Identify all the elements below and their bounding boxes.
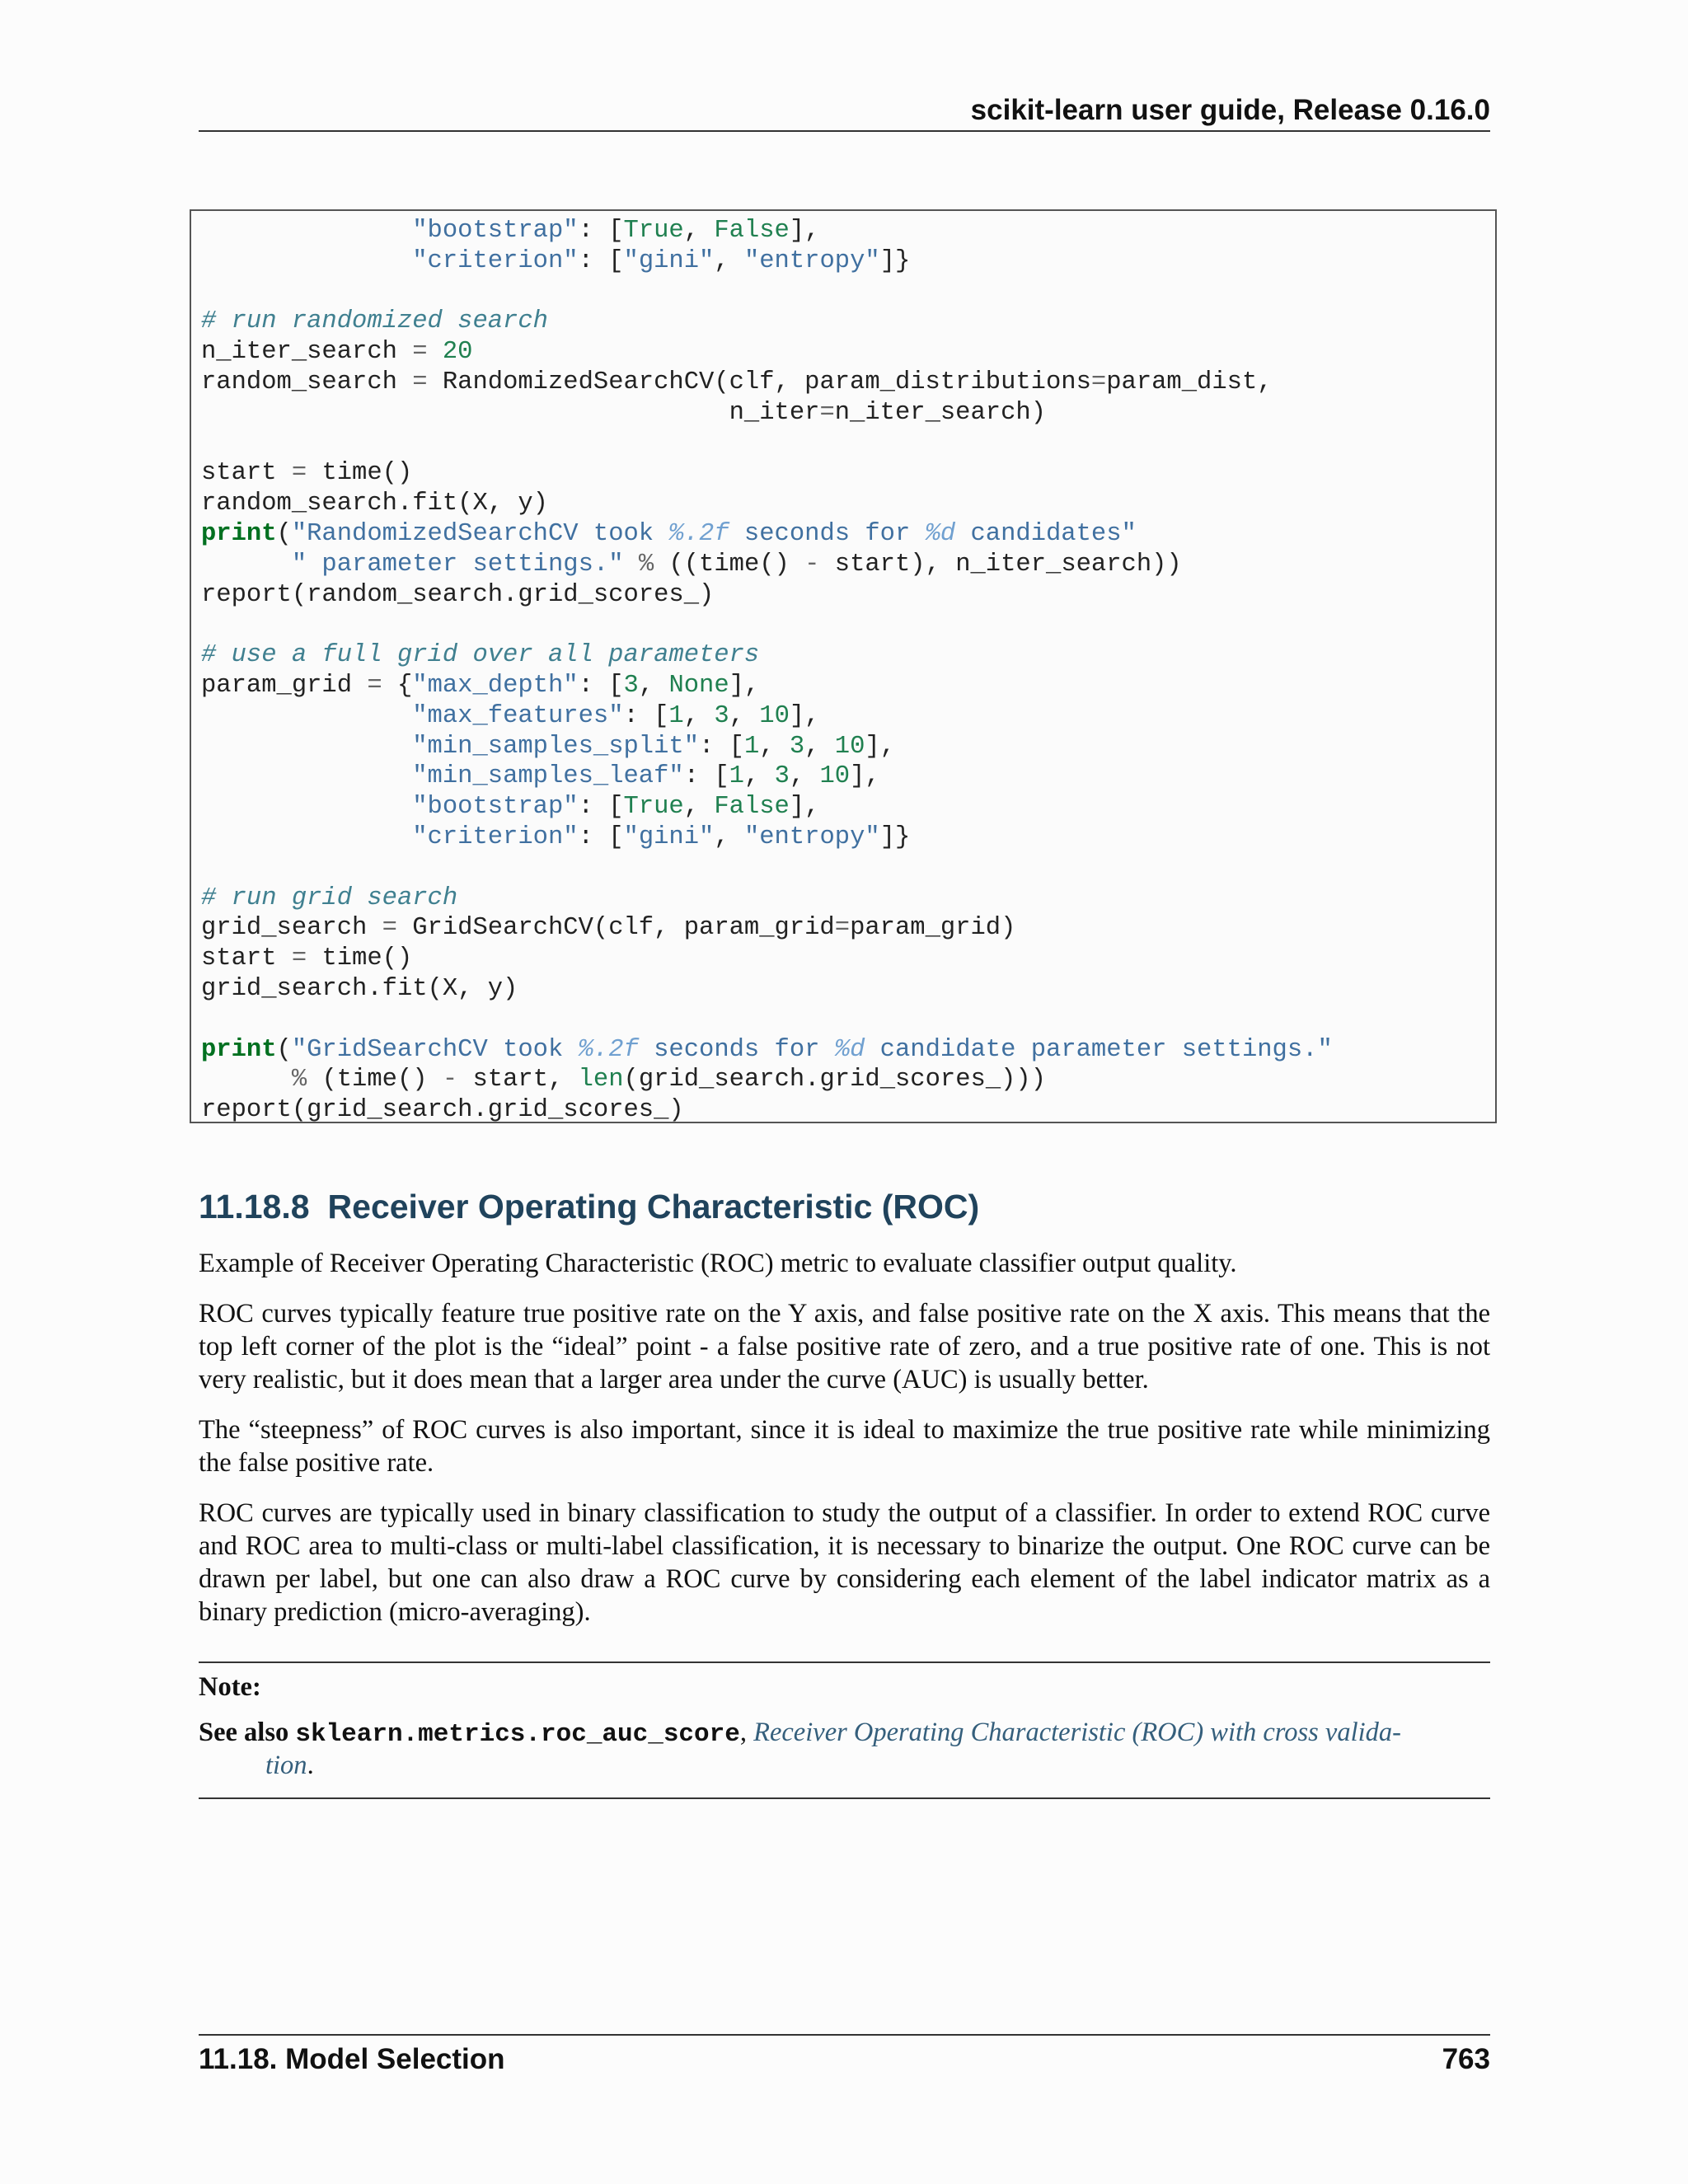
code-line: print("RandomizedSearchCV took %.2f seconds for %d candidates" bbox=[201, 519, 1137, 548]
note-bottom-rule bbox=[199, 1797, 1490, 1799]
code-line: "bootstrap": [True, False], bbox=[412, 217, 820, 245]
running-header: scikit-learn user guide, Release 0.16.0 bbox=[970, 94, 1490, 126]
section-number: 11.18.8 bbox=[199, 1188, 310, 1226]
code-line: # run grid search bbox=[201, 883, 458, 912]
header-rule bbox=[199, 130, 1490, 132]
see-also-comma: , bbox=[739, 1718, 747, 1747]
code-line: "min_samples_split": [1, 3, 10], bbox=[412, 732, 895, 761]
paragraph-multiclass: ROC curves are typically used in binary classification to study the output of a classifier. In order to extend ROC curve and ROC area to multi-class or multi-label classification, it is necessary to binarize the output. One ROC curve can be drawn per label, but one can also draw a ROC curve by considering each element of the label indicator matrix as a binary prediction (micro-averaging). bbox=[199, 1498, 1490, 1627]
page-number: 763 bbox=[1442, 2043, 1490, 2075]
code-line: n_iter_search = 20 bbox=[201, 338, 473, 367]
code-listing bbox=[201, 216, 1333, 1126]
see-also-label: See also bbox=[199, 1718, 289, 1747]
code-line: "criterion": ["gini", "entropy"]} bbox=[412, 823, 911, 851]
code-line: report(grid_search.grid_scores_) bbox=[201, 1096, 684, 1125]
code-line: "criterion": ["gini", "entropy"]} bbox=[412, 246, 911, 275]
section-title: Receiver Operating Characteristic (ROC) bbox=[327, 1188, 980, 1226]
code-line: print("GridSearchCV took %.2f seconds for %d candidate parameter settings." bbox=[201, 1035, 1333, 1064]
code-line: " parameter settings." % ((time() - start), n_iter_search)) bbox=[291, 550, 1182, 579]
code-line: "bootstrap": [True, False], bbox=[412, 793, 820, 822]
footer-section: 11.18. Model Selection bbox=[199, 2043, 505, 2075]
code-line: # run randomized search bbox=[201, 307, 548, 336]
roc-crossval-link-cont[interactable]: tion bbox=[265, 1750, 307, 1780]
paragraph-steepness: The “steepness” of ROC curves is also important, since it is ideal to maximize the true positive rate while minimizing the false positive rate. bbox=[199, 1415, 1490, 1478]
roc-crossval-link[interactable]: Receiver Operating Characteristic (ROC) with cross valida- bbox=[753, 1718, 1401, 1747]
api-reference: sklearn.metrics.roc_auc_score bbox=[295, 1720, 740, 1749]
see-also-continuation bbox=[265, 1749, 314, 1782]
code-line: random_search = RandomizedSearchCV(clf, param_distributions=param_dist, bbox=[201, 368, 1273, 396]
paragraph-roc-axes: ROC curves typically feature true positive rate on the Y axis, and false positive rate on the X axis. This means that the top left corner of the plot is the “ideal” point - a false positive rate of zero, and a true positive rate of one. This is not very realistic, but it does mean that a larger area under the curve (AUC) is usually better. bbox=[199, 1299, 1490, 1394]
section-heading bbox=[199, 1185, 979, 1228]
code-line: grid_search.fit(X, y) bbox=[201, 974, 518, 1003]
code-line: n_iter=n_iter_search) bbox=[201, 398, 1046, 427]
code-line: # use a full grid over all parameters bbox=[201, 641, 760, 670]
code-line: start = time() bbox=[201, 944, 413, 973]
code-line: % (time() - start, len(grid_search.grid_scores_))) bbox=[291, 1066, 1047, 1094]
see-also-line bbox=[199, 1716, 1490, 1751]
code-line: "min_samples_leaf": [1, 3, 10], bbox=[412, 762, 880, 791]
note-top-rule bbox=[199, 1661, 1490, 1663]
code-line: start = time() bbox=[201, 459, 413, 488]
link-period: . bbox=[307, 1750, 314, 1780]
paragraph-intro: Example of Receiver Operating Characteristic (ROC) metric to evaluate classifier output quality. bbox=[199, 1249, 1237, 1278]
footer-rule bbox=[199, 2034, 1490, 2036]
code-line: "max_features": [1, 3, 10], bbox=[412, 701, 820, 730]
code-line: grid_search = GridSearchCV(clf, param_grid=param_grid) bbox=[201, 914, 1016, 943]
code-line: param_grid = {"max_depth": [3, None], bbox=[201, 671, 760, 700]
note-title: Note: bbox=[199, 1672, 261, 1702]
code-line: report(random_search.grid_scores_) bbox=[201, 580, 715, 609]
code-line: random_search.fit(X, y) bbox=[201, 490, 548, 518]
code-block bbox=[190, 209, 1497, 1123]
